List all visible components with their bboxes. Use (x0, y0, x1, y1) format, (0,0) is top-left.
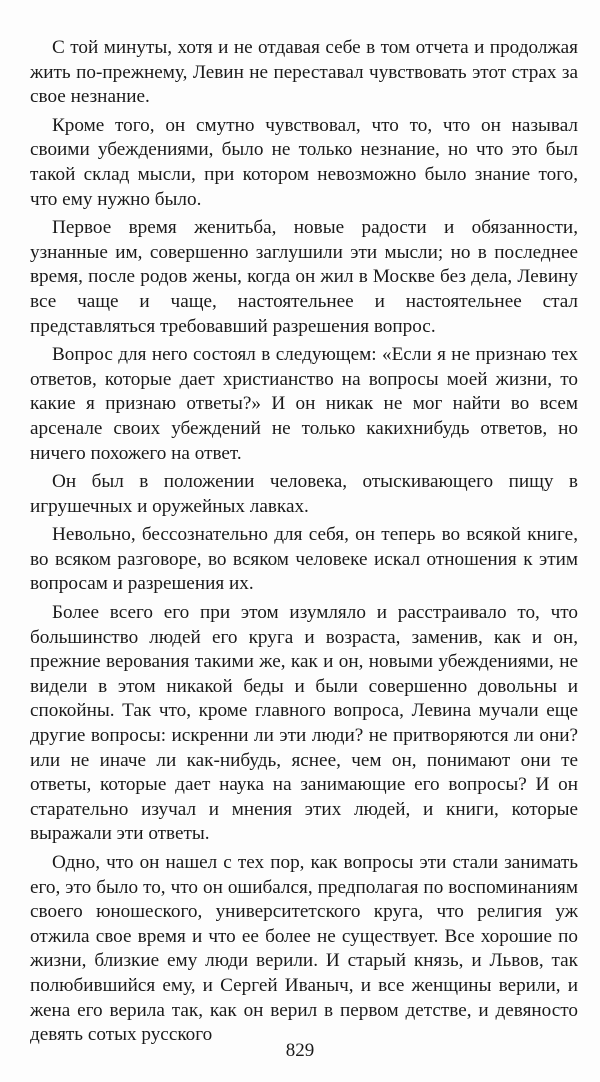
paragraph-2: Кроме того, он смутно чувствовал, что то, что он называл своими убеждениями, было не только незнание, но что это был такой склад мысли, при котором невозможно было знание того, что ему нужно было. (30, 114, 578, 210)
paragraph-1: С той минуты, хотя и не отдавая себе в том отчета и продолжая жить по-прежнему, Левин не переставал чувствовать этот страх за свое незнание. (30, 37, 578, 108)
body-text (30, 36, 578, 1052)
paragraph-4: Вопрос для него состоял в следующем: «Если я не признаю тех ответов, которые дает христианство на вопросы моей жизни, то какие я признаю ответы?» И он никак не мог найти во всем арсенале своих убеждений не только какихнибудь ответов, но ничего похожего на ответ. (30, 344, 578, 464)
paragraph-3: Первое время женитьба, новые радости и обязанности, узнанные им, совершенно заглушили эти мысли; но в последнее время, после родов жены, когда он жил в Москве без дела, Левину все чаще и чаще, настоятельнее и настоятельнее стал представляться требовавший разрешения вопрос. (30, 217, 578, 337)
paragraph-5: Он был в положении человека, отыскивающего пищу в игрушечных и оружейных лавках. (30, 471, 578, 517)
paragraph-7: Более всего его при этом изумляло и расстраивало то, что большинство людей его круга и возраста, заменив, как и он, прежние верования такими же, как и он, новыми убеждениями, не видели в этом никакой беды и были совершенно довольны и спокойны. Так что, кроме главного вопроса, Левина мучали еще другие вопросы: искренни ли эти люди? не притворяются ли они? или не иначе ли как-нибудь, яснее, чем он, понимают они те ответы, которые дает наука на занимающие его вопросы? И он старательно изучал и мнения этих людей, и книги, которые выражали эти ответы. (30, 602, 578, 845)
paragraph-6: Невольно, бессознательно для себя, он теперь во всякой книге, во всяком разговоре, во всяком человеке искал отношения к этим вопросам и разрешения их. (30, 524, 578, 595)
paragraph-8: Одно, что он нашел с тех пор, как вопросы эти стали занимать его, это было то, что он ошибался, предполагая по воспоминаниям своего юношеского, университетского круга, что религия уж отжила свое время и что ее более не существует. Все хорошие по жизни, близкие ему люди верили. И старый князь, и Львов, так полюбившийся ему, и Сергей Иваныч, и все женщины верили, и жена его верила так, как он верил в первом детстве, и девяносто девять сотых русского (30, 852, 578, 1046)
page-number: 829 (285, 1040, 315, 1061)
